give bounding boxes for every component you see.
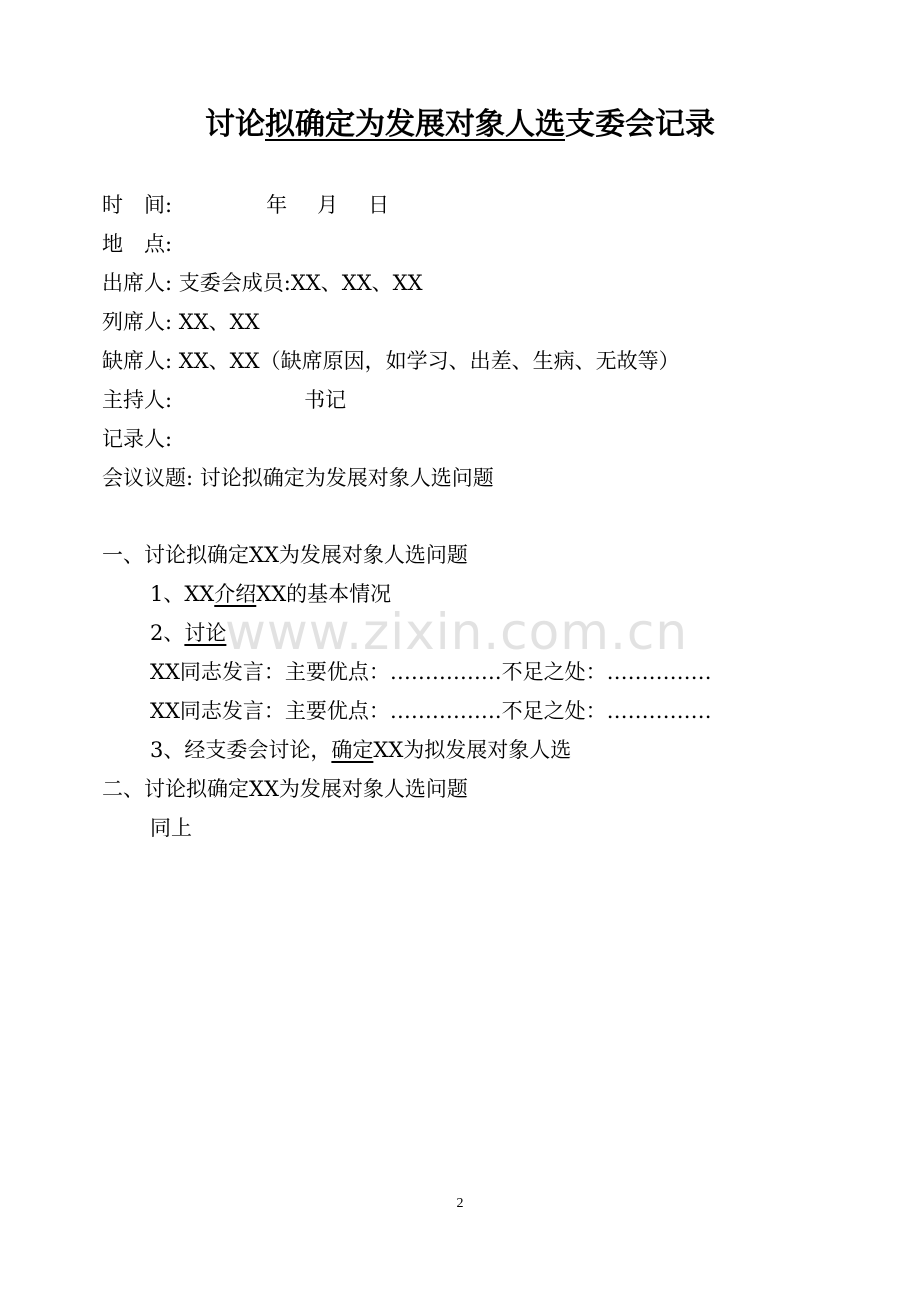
month-label: 月 <box>317 193 339 217</box>
item2-prefix: 2、 <box>150 621 185 645</box>
section1-heading <box>102 540 468 570</box>
title-prefix: 讨论 <box>205 107 265 142</box>
place-label: 地 点: <box>102 232 173 256</box>
topic-label: 会议议题: <box>102 466 194 490</box>
attendees-row <box>102 268 423 298</box>
recorder-row <box>102 424 172 454</box>
topic-value: 讨论拟确定为发展对象人选问题 <box>199 466 494 490</box>
section1-item2 <box>150 618 226 648</box>
document-title <box>0 103 920 147</box>
section2-content <box>150 813 192 843</box>
host-value: 书记 <box>304 388 347 412</box>
item2-underlined: 讨论 <box>184 621 227 645</box>
recorder-label: 记录人: <box>102 427 173 451</box>
attendees-value: 支委会成员:XX、XX、XX <box>178 271 423 295</box>
page-number: 2 <box>456 1196 464 1211</box>
watermark-text: www.zixin.com.cn <box>225 603 689 661</box>
title-underlined: 拟确定为发展对象人选 <box>265 107 565 142</box>
item1-underlined: 介绍 <box>214 582 257 606</box>
absent-row <box>102 346 680 376</box>
host-label: 主持人: <box>102 388 173 412</box>
item1-prefix: 1、XX <box>150 582 215 606</box>
section1-heading-text: 一、讨论拟确定XX为发展对象人选问题 <box>102 543 468 567</box>
section1-item3 <box>150 735 571 765</box>
speech-1-text: XX同志发言：主要优点：…………….不足之处：…………… <box>150 660 712 684</box>
speech-row-2 <box>150 696 712 726</box>
item3-prefix: 3、经支委会讨论， <box>150 738 332 762</box>
observers-value: XX、XX <box>178 310 260 334</box>
item3-suffix: XX为拟发展对象人选 <box>373 738 572 762</box>
attendees-label: 出席人: <box>102 271 173 295</box>
speech-2-text: XX同志发言：主要优点：…………….不足之处：…………… <box>150 699 712 723</box>
section2-heading-text: 二、讨论拟确定XX为发展对象人选问题 <box>102 777 468 801</box>
time-label: 时 间: <box>102 193 173 217</box>
time-row <box>102 190 389 220</box>
absent-value: XX、XX（缺席原因，如学习、出差、生病、无故等） <box>178 349 680 373</box>
item1-suffix: XX的基本情况 <box>256 582 392 606</box>
topic-row <box>102 463 494 493</box>
absent-label: 缺席人: <box>102 349 173 373</box>
day-label: 日 <box>368 193 390 217</box>
observers-row <box>102 307 260 337</box>
section2-heading <box>102 774 468 804</box>
host-row <box>102 385 346 415</box>
title-suffix: 支委会记录 <box>565 107 715 142</box>
section2-content-text: 同上 <box>150 816 192 840</box>
year-label: 年 <box>266 193 288 217</box>
place-row <box>102 229 172 259</box>
item3-underlined: 确定 <box>331 738 374 762</box>
observers-label: 列席人: <box>102 310 173 334</box>
